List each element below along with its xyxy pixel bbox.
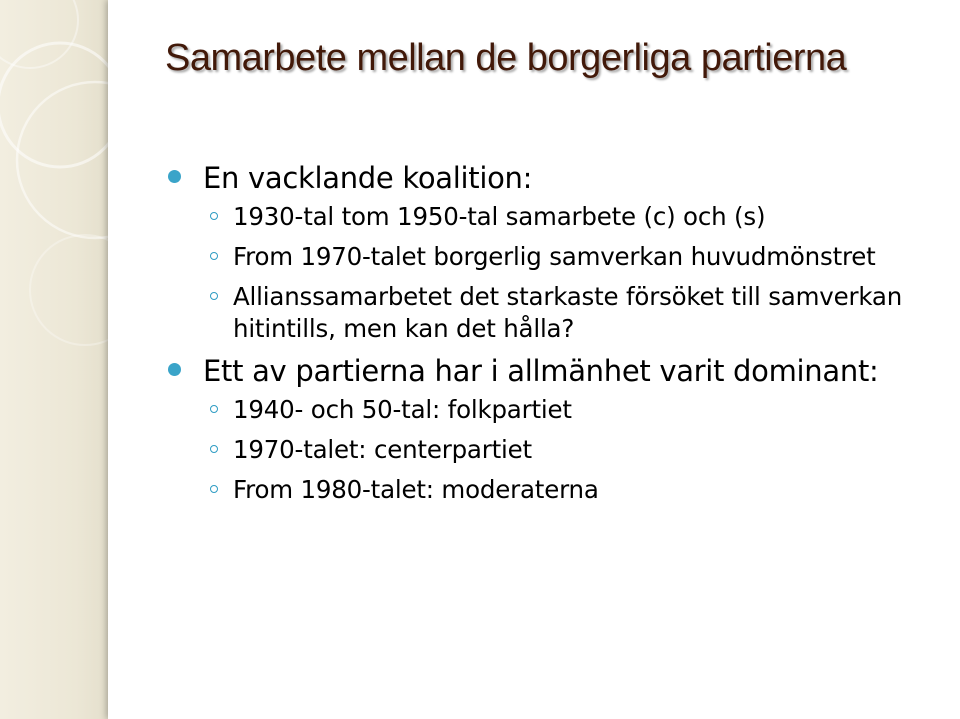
decorative-circles-icon (0, 0, 108, 719)
filled-circle-bullet-icon (168, 170, 181, 183)
subitem (165, 281, 945, 345)
filled-circle-bullet-icon (168, 363, 181, 376)
hollow-ring-bullet-icon (210, 212, 218, 220)
bullet-text: Ett av partierna har i allmänhet varit dominant: (203, 354, 879, 388)
hollow-ring-bullet-icon (210, 485, 218, 493)
hollow-ring-bullet-icon (210, 405, 218, 413)
subitem-text: 1970-talet: centerpartiet (233, 435, 532, 464)
hollow-ring-bullet-icon (210, 252, 218, 260)
subitem-text: From 1970-talet borgerlig samverkan huvudmönstret (233, 242, 876, 271)
slide-content (165, 160, 945, 514)
decorative-side-panel (0, 0, 108, 719)
subitem (165, 201, 945, 233)
subitem-list (165, 394, 945, 506)
bullet-coalition (165, 160, 945, 197)
subitem-text: 1940- och 50-tal: folkpartiet (233, 395, 572, 424)
slide-title: Samarbete mellan de borgerliga partierna (165, 37, 847, 79)
subitem-text: Allianssamarbetet det starkaste försöket till samverkan hitintills, men kan det hålla? (233, 282, 903, 343)
subitem-list (165, 201, 945, 345)
subitem-text: 1930-tal tom 1950-tal samarbete (c) och (s) (233, 202, 766, 231)
hollow-ring-bullet-icon (210, 445, 218, 453)
subitem-text: From 1980-talet: moderaterna (233, 475, 599, 504)
subitem (165, 241, 945, 273)
hollow-ring-bullet-icon (210, 292, 218, 300)
bullet-dominant-party (165, 353, 945, 390)
subitem (165, 434, 945, 466)
subitem (165, 394, 945, 426)
bullet-text: En vacklande koalition: (203, 161, 533, 195)
subitem (165, 474, 945, 506)
